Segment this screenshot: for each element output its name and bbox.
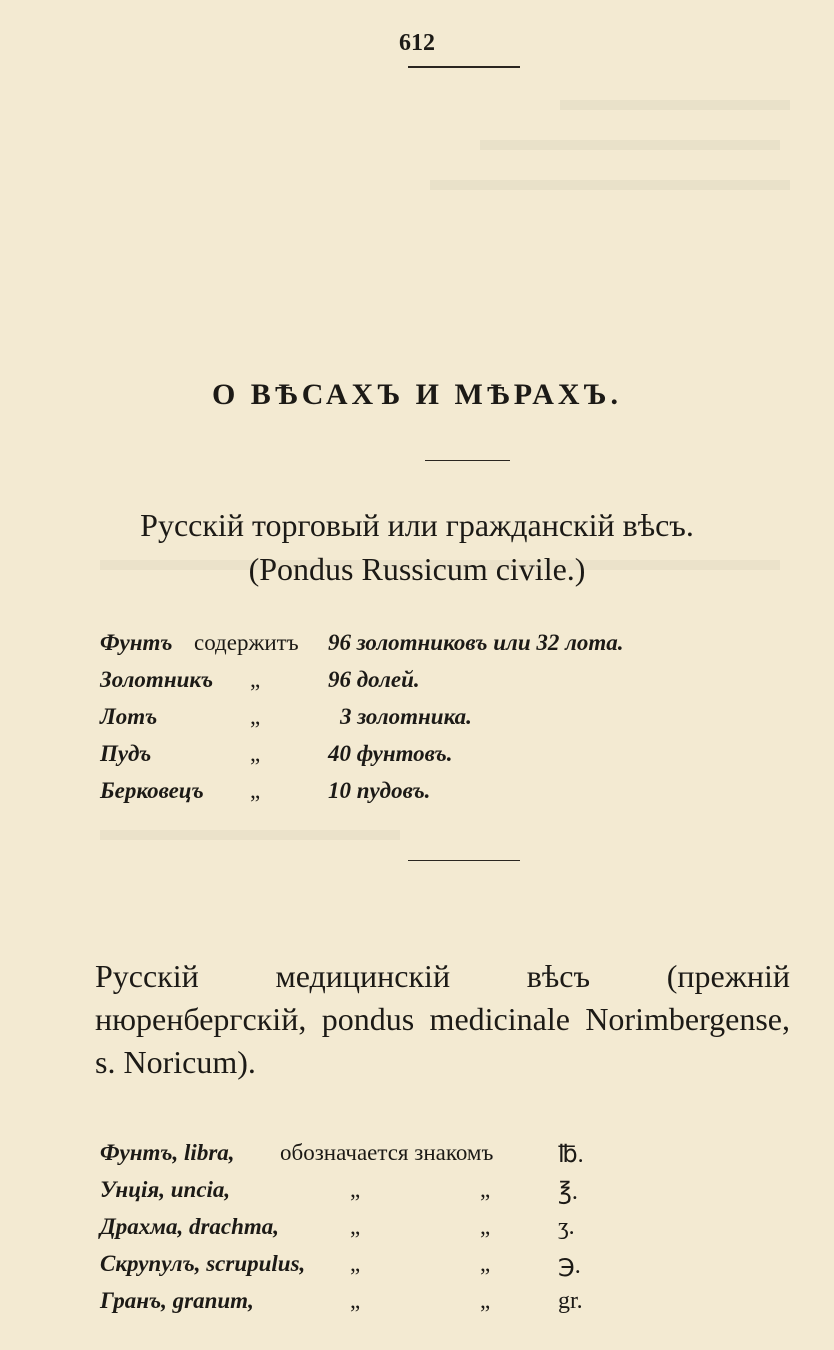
ditto-mark: „ [480, 1251, 491, 1276]
unit-symbol: ℔. [558, 1142, 584, 1168]
unit-verb: „ [250, 667, 261, 692]
unit-symbol: gr. [558, 1288, 583, 1314]
unit-value: 3 золотника. [340, 704, 472, 729]
unit-symbol: ℥. [558, 1179, 578, 1205]
unit-name: Лотъ [100, 704, 158, 729]
bleed-through-mark [430, 180, 790, 210]
unit-name: Фунтъ [100, 630, 173, 655]
section1-heading: Русскій торговый или гражданскій вѣсъ. [140, 507, 694, 543]
ditto-mark: „ [480, 1177, 491, 1202]
header-rule [408, 66, 520, 68]
ditto-mark: „ [350, 1214, 361, 1239]
unit-name: Драхма, drachma, [100, 1214, 280, 1239]
unit-value: 10 пудовъ. [328, 778, 431, 803]
bleed-through-mark [560, 100, 790, 130]
unit-name: Золотникъ [100, 667, 214, 692]
title-rule [425, 460, 510, 461]
page-title: О ВѢСАХЪ И МѢРАХЪ. [211, 378, 623, 411]
unit-value: 96 долей. [328, 667, 420, 692]
unit-symbol: ʒ. [558, 1214, 575, 1240]
unit-value: 96 золотниковъ или 32 лота. [328, 630, 624, 655]
section1-subheading: (Pondus Russicum civile.) [248, 551, 586, 587]
ditto-mark: „ [350, 1177, 361, 1202]
unit-name: Унція, uncia, [100, 1177, 231, 1202]
unit-name: Пудъ [100, 741, 152, 766]
section2-heading: Русскій медицинскій вѣсъ (прежній нюренбергскій, pondus medicinale Norimbergense, s. Noricum). [95, 958, 790, 1080]
unit-name: Гранъ, granum, [100, 1288, 254, 1313]
unit-value: 40 фунтовъ. [328, 741, 453, 766]
unit-name: Скрупулъ, scrupulus, [100, 1251, 306, 1276]
bleed-through-mark [480, 140, 780, 170]
ditto-mark: „ [480, 1214, 491, 1239]
page-number: 612 [399, 30, 435, 56]
unit-verb: содержитъ [194, 630, 299, 655]
bleed-through-mark [100, 830, 400, 860]
ditto-mark: „ [480, 1288, 491, 1313]
section-rule [408, 860, 520, 861]
ditto-mark: „ [350, 1288, 361, 1313]
ditto-mark: „ [350, 1251, 361, 1276]
unit-symbol: ℈. [558, 1253, 581, 1279]
unit-name: Фунтъ, libra, [100, 1140, 235, 1165]
unit-verb: „ [250, 741, 261, 766]
unit-verb: „ [250, 778, 261, 803]
unit-verb: „ [250, 704, 261, 729]
unit-description: обозначается знакомъ [280, 1140, 494, 1165]
unit-name: Берковецъ [100, 778, 204, 803]
